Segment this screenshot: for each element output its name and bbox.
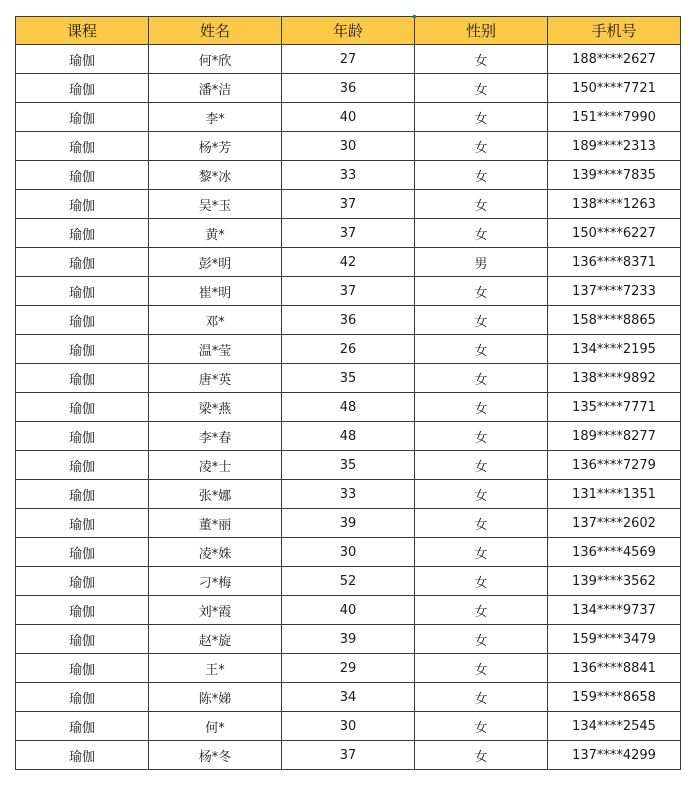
table-row xyxy=(16,103,681,132)
cell-course[interactable]: 瑜伽 xyxy=(16,509,149,538)
cell-phone[interactable]: 150****7721 xyxy=(548,74,681,103)
cell-phone[interactable]: 138****1263 xyxy=(548,190,681,219)
cell-name[interactable]: 董*丽 xyxy=(149,509,282,538)
cell-phone[interactable]: 138****9892 xyxy=(548,364,681,393)
cell-course[interactable]: 瑜伽 xyxy=(16,161,149,190)
cell-phone[interactable]: 134****2545 xyxy=(548,712,681,741)
cell-name[interactable]: 王* xyxy=(149,654,282,683)
cell-age[interactable]: 36 xyxy=(282,306,415,335)
cell-age[interactable]: 40 xyxy=(282,103,415,132)
cell-course[interactable]: 瑜伽 xyxy=(16,393,149,422)
table-row xyxy=(16,393,681,422)
cell-course[interactable]: 瑜伽 xyxy=(16,364,149,393)
header-age[interactable]: 年龄 xyxy=(282,17,415,45)
cell-course[interactable]: 瑜伽 xyxy=(16,538,149,567)
cell-age[interactable]: 40 xyxy=(282,596,415,625)
table-row xyxy=(16,683,681,712)
header-name[interactable]: 姓名 xyxy=(149,17,282,45)
cell-gender[interactable]: 女 xyxy=(415,364,548,393)
cell-course[interactable]: 瑜伽 xyxy=(16,277,149,306)
cell-phone[interactable]: 139****3562 xyxy=(548,567,681,596)
cell-gender[interactable]: 女 xyxy=(415,712,548,741)
cell-phone[interactable]: 137****2602 xyxy=(548,509,681,538)
cell-gender[interactable]: 女 xyxy=(415,654,548,683)
table-body xyxy=(16,45,681,770)
cell-course[interactable]: 瑜伽 xyxy=(16,132,149,161)
header-row xyxy=(16,17,681,45)
cell-name[interactable]: 凌*士 xyxy=(149,451,282,480)
cell-gender[interactable]: 女 xyxy=(415,219,548,248)
cell-name[interactable]: 梁*燕 xyxy=(149,393,282,422)
table-row xyxy=(16,190,681,219)
cell-phone[interactable]: 135****7771 xyxy=(548,393,681,422)
cell-course[interactable]: 瑜伽 xyxy=(16,422,149,451)
cell-name[interactable]: 杨*冬 xyxy=(149,741,282,770)
cell-gender[interactable]: 女 xyxy=(415,45,548,74)
cell-name[interactable]: 凌*姝 xyxy=(149,538,282,567)
table-row xyxy=(16,364,681,393)
cell-name[interactable]: 邓* xyxy=(149,306,282,335)
cell-phone[interactable]: 136****4569 xyxy=(548,538,681,567)
cell-phone[interactable]: 137****7233 xyxy=(548,277,681,306)
table-row xyxy=(16,480,681,509)
cell-course[interactable]: 瑜伽 xyxy=(16,219,149,248)
table-row xyxy=(16,422,681,451)
table-row xyxy=(16,74,681,103)
cell-age[interactable]: 30 xyxy=(282,132,415,161)
cell-phone[interactable]: 136****7279 xyxy=(548,451,681,480)
cell-name[interactable]: 崔*明 xyxy=(149,277,282,306)
cell-gender[interactable]: 女 xyxy=(415,161,548,190)
table-row xyxy=(16,277,681,306)
cell-gender[interactable]: 女 xyxy=(415,393,548,422)
cell-course[interactable]: 瑜伽 xyxy=(16,103,149,132)
cell-name[interactable]: 刘*霞 xyxy=(149,596,282,625)
cell-age[interactable]: 37 xyxy=(282,219,415,248)
cell-name[interactable]: 黄* xyxy=(149,219,282,248)
cell-name[interactable]: 唐*英 xyxy=(149,364,282,393)
cell-gender[interactable]: 女 xyxy=(415,277,548,306)
cell-gender[interactable]: 女 xyxy=(415,74,548,103)
table-row xyxy=(16,712,681,741)
cell-age[interactable]: 29 xyxy=(282,654,415,683)
cell-gender[interactable]: 女 xyxy=(415,103,548,132)
table-row xyxy=(16,451,681,480)
cell-gender[interactable]: 女 xyxy=(415,132,548,161)
table-row xyxy=(16,538,681,567)
cell-gender[interactable]: 女 xyxy=(415,538,548,567)
cell-age[interactable]: 30 xyxy=(282,712,415,741)
cell-phone[interactable]: 159****8658 xyxy=(548,683,681,712)
cell-phone[interactable]: 151****7990 xyxy=(548,103,681,132)
cell-gender[interactable]: 女 xyxy=(415,306,548,335)
cell-course[interactable]: 瑜伽 xyxy=(16,712,149,741)
table-row xyxy=(16,567,681,596)
table-row xyxy=(16,219,681,248)
header-course[interactable]: 课程 xyxy=(16,17,149,45)
cell-age[interactable]: 33 xyxy=(282,480,415,509)
cell-phone[interactable]: 159****3479 xyxy=(548,625,681,654)
cell-name[interactable]: 潘*洁 xyxy=(149,74,282,103)
cell-name[interactable]: 张*娜 xyxy=(149,480,282,509)
cell-phone[interactable]: 158****8865 xyxy=(548,306,681,335)
table-row xyxy=(16,248,681,277)
cell-age[interactable]: 34 xyxy=(282,683,415,712)
cell-gender[interactable]: 女 xyxy=(415,509,548,538)
cell-gender[interactable]: 女 xyxy=(415,741,548,770)
cell-gender[interactable]: 女 xyxy=(415,683,548,712)
cell-course[interactable]: 瑜伽 xyxy=(16,567,149,596)
cell-age[interactable]: 37 xyxy=(282,190,415,219)
cell-name[interactable]: 何* xyxy=(149,712,282,741)
cell-course[interactable]: 瑜伽 xyxy=(16,74,149,103)
cell-phone[interactable]: 134****2195 xyxy=(548,335,681,364)
cell-phone[interactable]: 137****4299 xyxy=(548,741,681,770)
cell-course[interactable]: 瑜伽 xyxy=(16,480,149,509)
cell-age[interactable]: 48 xyxy=(282,393,415,422)
cell-name[interactable]: 杨*芳 xyxy=(149,132,282,161)
cell-name[interactable]: 黎*冰 xyxy=(149,161,282,190)
cell-course[interactable]: 瑜伽 xyxy=(16,683,149,712)
cell-age[interactable]: 30 xyxy=(282,538,415,567)
cell-course[interactable]: 瑜伽 xyxy=(16,248,149,277)
cell-gender[interactable]: 女 xyxy=(415,422,548,451)
table-row xyxy=(16,509,681,538)
table-row xyxy=(16,596,681,625)
header-phone[interactable]: 手机号 xyxy=(548,17,681,45)
cell-name[interactable]: 李*春 xyxy=(149,422,282,451)
cell-phone[interactable]: 136****8841 xyxy=(548,654,681,683)
cell-phone[interactable]: 134****9737 xyxy=(548,596,681,625)
cell-age[interactable]: 35 xyxy=(282,451,415,480)
cell-gender[interactable]: 男 xyxy=(415,248,548,277)
cell-phone[interactable]: 136****8371 xyxy=(548,248,681,277)
cell-age[interactable]: 39 xyxy=(282,625,415,654)
cell-age[interactable]: 33 xyxy=(282,161,415,190)
table-row xyxy=(16,45,681,74)
cell-phone[interactable]: 189****8277 xyxy=(548,422,681,451)
cell-course[interactable]: 瑜伽 xyxy=(16,741,149,770)
cell-age[interactable]: 27 xyxy=(282,45,415,74)
cell-gender[interactable]: 女 xyxy=(415,625,548,654)
cell-name[interactable]: 温*莹 xyxy=(149,335,282,364)
cell-age[interactable]: 35 xyxy=(282,364,415,393)
cell-phone[interactable]: 131****1351 xyxy=(548,480,681,509)
cell-age[interactable]: 36 xyxy=(282,74,415,103)
member-table xyxy=(15,16,681,770)
cell-age[interactable]: 37 xyxy=(282,277,415,306)
cell-name[interactable]: 陈*娣 xyxy=(149,683,282,712)
cell-course[interactable]: 瑜伽 xyxy=(16,306,149,335)
table-row xyxy=(16,161,681,190)
cell-name[interactable]: 赵*旋 xyxy=(149,625,282,654)
cell-gender[interactable]: 女 xyxy=(415,190,548,219)
table-row xyxy=(16,741,681,770)
fill-handle-mark xyxy=(413,15,416,18)
cell-age[interactable]: 42 xyxy=(282,248,415,277)
cell-age[interactable]: 39 xyxy=(282,509,415,538)
cell-course[interactable]: 瑜伽 xyxy=(16,45,149,74)
cell-gender[interactable]: 女 xyxy=(415,335,548,364)
table-row xyxy=(16,654,681,683)
cell-gender[interactable]: 女 xyxy=(415,596,548,625)
table-row xyxy=(16,306,681,335)
cell-phone[interactable]: 139****7835 xyxy=(548,161,681,190)
cell-phone[interactable]: 188****2627 xyxy=(548,45,681,74)
cell-age[interactable]: 52 xyxy=(282,567,415,596)
cell-course[interactable]: 瑜伽 xyxy=(16,190,149,219)
cell-name[interactable]: 彭*明 xyxy=(149,248,282,277)
table-row xyxy=(16,335,681,364)
cell-phone[interactable]: 150****6227 xyxy=(548,219,681,248)
spreadsheet xyxy=(15,16,681,770)
cell-course[interactable]: 瑜伽 xyxy=(16,596,149,625)
cell-gender[interactable]: 女 xyxy=(415,451,548,480)
cell-gender[interactable]: 女 xyxy=(415,480,548,509)
cell-course[interactable]: 瑜伽 xyxy=(16,625,149,654)
cell-phone[interactable]: 189****2313 xyxy=(548,132,681,161)
cell-name[interactable]: 吴*玉 xyxy=(149,190,282,219)
table-row xyxy=(16,625,681,654)
cell-age[interactable]: 37 xyxy=(282,741,415,770)
cell-name[interactable]: 李* xyxy=(149,103,282,132)
cell-course[interactable]: 瑜伽 xyxy=(16,654,149,683)
cell-course[interactable]: 瑜伽 xyxy=(16,335,149,364)
cell-age[interactable]: 26 xyxy=(282,335,415,364)
header-gender[interactable]: 性别 xyxy=(415,17,548,45)
cell-course[interactable]: 瑜伽 xyxy=(16,451,149,480)
cell-name[interactable]: 何*欣 xyxy=(149,45,282,74)
cell-gender[interactable]: 女 xyxy=(415,567,548,596)
cell-name[interactable]: 刁*梅 xyxy=(149,567,282,596)
cell-age[interactable]: 48 xyxy=(282,422,415,451)
table-row xyxy=(16,132,681,161)
